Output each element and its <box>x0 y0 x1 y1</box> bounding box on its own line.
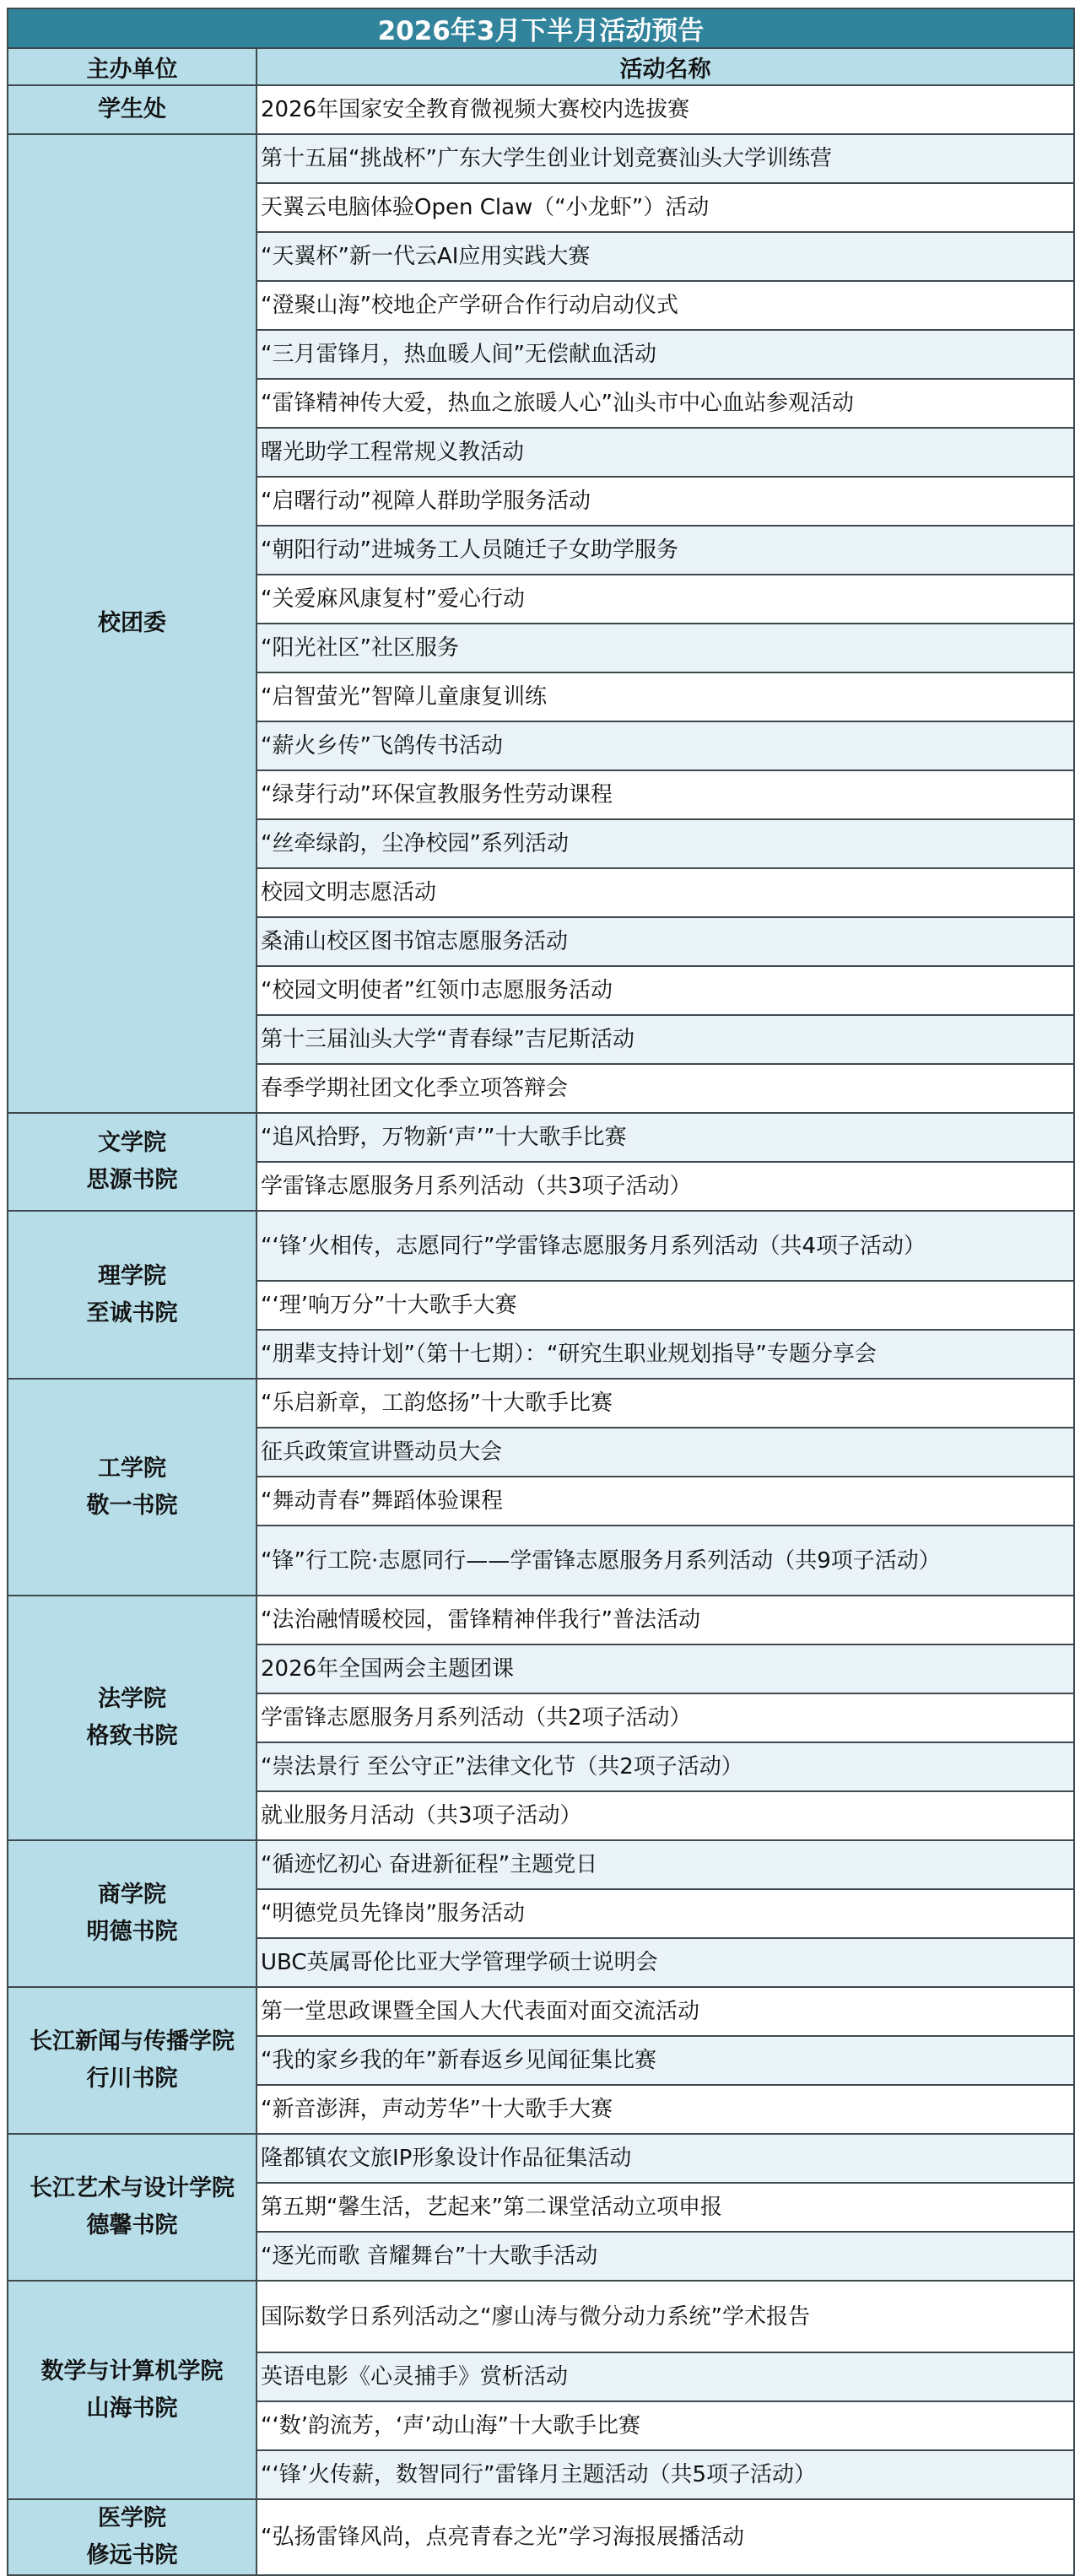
table-row <box>8 1987 1074 2036</box>
host-unit-name: 医学院 <box>98 2505 166 2531</box>
activity-name: 第十五届“挑战杯”广东大学生创业计划竞赛汕头大学训练营 <box>256 134 1074 183</box>
column-header-row <box>8 48 1074 85</box>
activity-name: “法治融情暖校园，雷锋精神伴我行”普法活动 <box>256 1596 1074 1644</box>
activity-name: 英语电影《心灵捕手》赏析活动 <box>256 2352 1074 2401</box>
activity-name: “新音澎湃，声动芳华”十大歌手大赛 <box>256 2085 1074 2134</box>
host-unit-name: 长江艺术与设计学院 <box>30 2175 235 2201</box>
host-unit-name: 理学院 <box>98 1262 166 1289</box>
activity-name: “‘锋’火传薪，数智同行”雷锋月主题活动（共5项子活动） <box>256 2450 1074 2499</box>
activity-name: 2026年国家安全教育微视频大赛校内选拔赛 <box>256 85 1074 134</box>
activity-name: “追风拾野，万物新‘声’”十大歌手比赛 <box>256 1113 1074 1162</box>
host-unit-name: 格致书院 <box>86 1723 178 1749</box>
activity-name: “校园文明使者”红领巾志愿服务活动 <box>256 966 1074 1015</box>
host-unit-name: 法学院 <box>98 1686 166 1712</box>
activity-name: “明德党员先锋岗”服务活动 <box>256 1889 1074 1938</box>
activity-name: 就业服务月活动（共3项子活动） <box>256 1791 1074 1840</box>
activity-name: “舞动青春”舞蹈体验课程 <box>256 1477 1074 1526</box>
activity-name: “锋”行工院·志愿同行——学雷锋志愿服务月系列活动（共9项子活动） <box>256 1526 1074 1596</box>
host-unit-name: 敬一书院 <box>86 1492 178 1519</box>
activity-name: “朋辈支持计划”（第十七期）：“研究生职业规划指导”专题分享会 <box>256 1330 1074 1379</box>
activity-name: “乐启新章，工韵悠扬”十大歌手比赛 <box>256 1379 1074 1428</box>
activity-name: “崇法景行 至公守正”法律文化节（共2项子活动） <box>256 1742 1074 1791</box>
host-unit-cell <box>8 1840 256 1987</box>
activity-name: 春季学期社团文化季立项答辩会 <box>256 1064 1074 1113</box>
activity-name: “弘扬雷锋风尚，点亮青春之光”学习海报展播活动 <box>256 2499 1074 2575</box>
activity-name: 桑浦山校区图书馆志愿服务活动 <box>256 917 1074 966</box>
host-unit-name: 明德书院 <box>86 1919 178 1945</box>
activity-name: “我的家乡我的年”新春返乡见闻征集比赛 <box>256 2036 1074 2085</box>
table-row <box>8 1211 1074 1281</box>
table-row <box>8 85 1074 134</box>
table-row <box>8 2281 1074 2352</box>
table-row <box>8 2499 1074 2575</box>
activity-name: “循迹忆初心 奋进新征程”主题党日 <box>256 1840 1074 1889</box>
activity-name: “关爱麻风康复村”爱心行动 <box>256 575 1074 624</box>
activity-name: “澄聚山海”校地企产学研合作行动启动仪式 <box>256 281 1074 330</box>
host-unit-name: 数学与计算机学院 <box>40 2357 224 2384</box>
table-row <box>8 1379 1074 1428</box>
table-row <box>8 1596 1074 1644</box>
table-title: 2026年3月下半月活动预告 <box>8 8 1074 48</box>
title-row <box>8 8 1074 48</box>
host-unit-cell <box>8 1379 256 1596</box>
activity-name: “薪火乡传”飞鸽传书活动 <box>256 721 1074 770</box>
activity-name: “三月雷锋月，热血暖人间”无偿献血活动 <box>256 330 1074 379</box>
host-unit-name: 长江新闻与传播学院 <box>30 2028 235 2055</box>
host-unit-name: 文学院 <box>98 1130 166 1156</box>
activity-name: 第一堂思政课暨全国人大代表面对面交流活动 <box>256 1987 1074 2036</box>
activity-name: 国际数学日系列活动之“廖山涛与微分动力系统”学术报告 <box>256 2281 1074 2352</box>
host-unit-name: 修远书院 <box>86 2542 178 2568</box>
activity-name: “绿芽行动”环保宣教服务性劳动课程 <box>256 770 1074 819</box>
table-body <box>8 85 1074 2575</box>
host-unit-name: 学生处 <box>98 96 166 122</box>
activity-name: 学雷锋志愿服务月系列活动（共3项子活动） <box>256 1162 1074 1211</box>
host-unit-name: 行川书院 <box>86 2066 178 2092</box>
activity-name: 天翼云电脑体验Open Claw（“小龙虾”）活动 <box>256 183 1074 232</box>
host-unit-cell <box>8 1596 256 1840</box>
activity-name: “雷锋精神传大爱，热血之旅暖人心”汕头市中心血站参观活动 <box>256 379 1074 428</box>
activity-name: 2026年全国两会主题团课 <box>256 1644 1074 1693</box>
activity-name: “天翼杯”新一代云AI应用实践大赛 <box>256 232 1074 281</box>
activity-name: “启智萤光”智障儿童康复训练 <box>256 672 1074 721</box>
host-unit-cell <box>8 1211 256 1379</box>
table-row <box>8 134 1074 183</box>
host-unit-name: 山海书院 <box>86 2395 178 2422</box>
activity-name: “逐光而歌 音耀舞台”十大歌手活动 <box>256 2232 1074 2281</box>
host-unit-name: 至诚书院 <box>86 1299 178 1326</box>
host-unit-name: 工学院 <box>98 1455 166 1482</box>
host-unit-cell <box>8 2134 256 2281</box>
host-unit-cell <box>8 2499 256 2575</box>
host-unit-cell <box>8 2281 256 2499</box>
activity-name: “‘锋’火相传，志愿同行”学雷锋志愿服务月系列活动（共4项子活动） <box>256 1211 1074 1281</box>
host-unit-cell <box>8 1987 256 2134</box>
activity-name: 隆都镇农文旅IP形象设计作品征集活动 <box>256 2134 1074 2183</box>
host-unit-cell <box>8 1113 256 1211</box>
table-row <box>8 1113 1074 1162</box>
host-unit-cell <box>8 85 256 134</box>
table-row <box>8 2134 1074 2183</box>
activity-name: 征兵政策宣讲暨动员大会 <box>256 1428 1074 1477</box>
column-header-activity: 活动名称 <box>256 48 1074 85</box>
activity-name: 校园文明志愿活动 <box>256 868 1074 917</box>
activity-name: 第十三届汕头大学“青春绿”吉尼斯活动 <box>256 1015 1074 1064</box>
activity-name: UBC英属哥伦比亚大学管理学硕士说明会 <box>256 1938 1074 1987</box>
table-row <box>8 1840 1074 1889</box>
activity-name: “启曙行动”视障人群助学服务活动 <box>256 477 1074 526</box>
column-header-unit: 主办单位 <box>8 48 256 85</box>
host-unit-name: 思源书院 <box>86 1167 178 1193</box>
activity-name: “丝牵绿韵，尘净校园”系列活动 <box>256 819 1074 868</box>
host-unit-cell <box>8 134 256 1113</box>
host-unit-name: 校团委 <box>98 610 166 636</box>
activity-name: “‘理’响万分”十大歌手大赛 <box>256 1281 1074 1330</box>
activity-name: “阳光社区”社区服务 <box>256 624 1074 672</box>
activity-name: “‘数’韵流芳，‘声’动山海”十大歌手比赛 <box>256 2401 1074 2450</box>
activity-schedule-table <box>7 8 1075 2576</box>
host-unit-name: 德馨书院 <box>86 2212 178 2238</box>
activity-name: 曙光助学工程常规义教活动 <box>256 428 1074 477</box>
host-unit-name: 商学院 <box>98 1882 166 1908</box>
activity-name: “朝阳行动”进城务工人员随迁子女助学服务 <box>256 526 1074 575</box>
activity-name: 第五期“馨生活，艺起来”第二课堂活动立项申报 <box>256 2183 1074 2232</box>
activity-name: 学雷锋志愿服务月系列活动（共2项子活动） <box>256 1693 1074 1742</box>
